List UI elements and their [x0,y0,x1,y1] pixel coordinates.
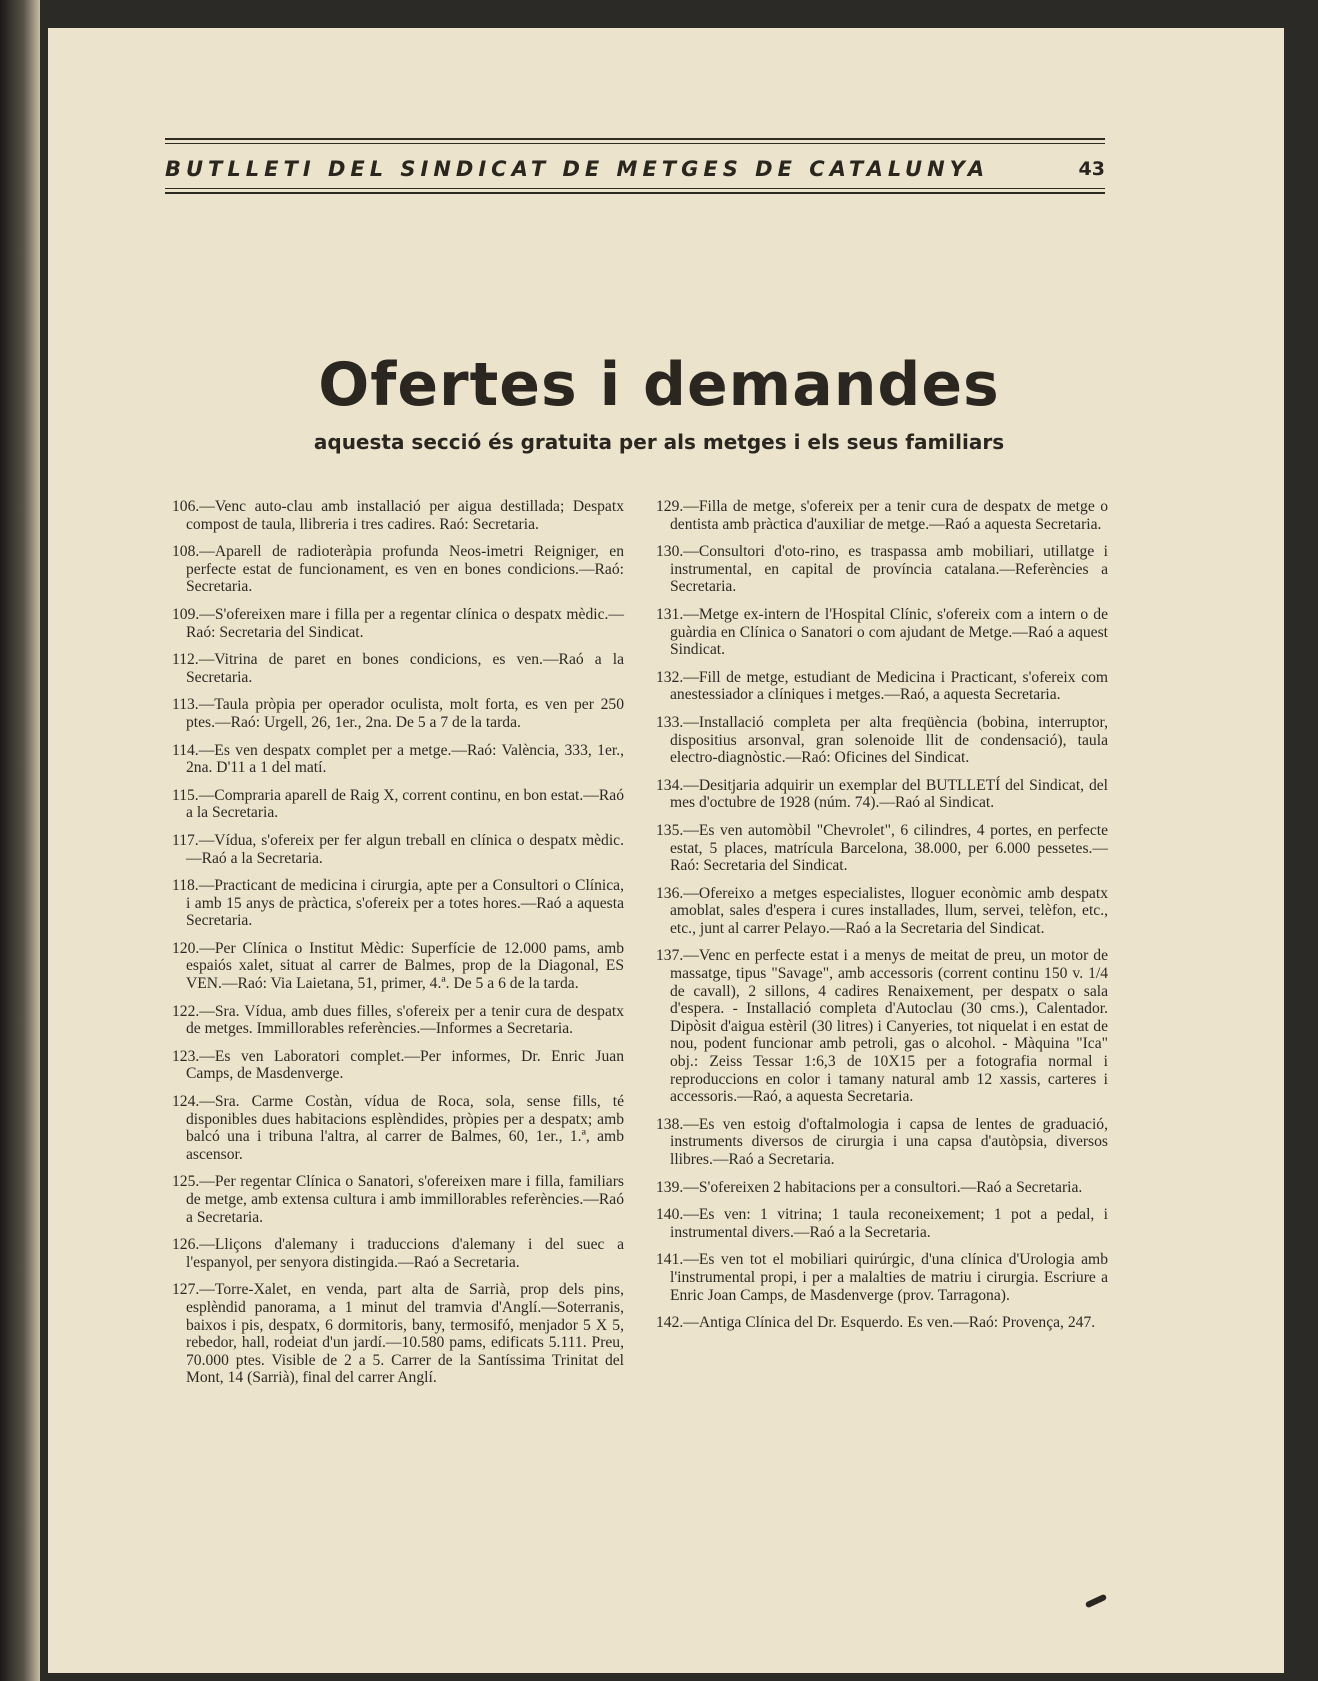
section-title: Ofertes i demandes [318,350,1000,420]
list-item: 126.—Lliçons d'alemany i traduccions d'alemany i del suec a l'espanyol, per senyora distingida.—Raó a Secretaria. [172,1236,624,1271]
list-item: 124.—Sra. Carme Costàn, vídua de Roca, sola, sense fills, té disponibles dues habitacions esplèndides, pròpies per a despatx; amb balcó una i tribuna l'altra, al carrer de Balmes, 60, 1er., 1.ª, amb ascensor. [172,1093,624,1163]
list-item: 142.—Antiga Clínica del Dr. Esquerdo. Es ven.—Raó: Provença, 247. [656,1314,1096,1332]
list-item: 125.—Per regentar Clínica o Sanatori, s'ofereixen mare i filla, familiars de metge, amb extensa cultura i amb immillorables referències.—Raó a Secretaria. [172,1173,624,1226]
list-item: 140.—Es ven: 1 vitrina; 1 taula reconeixement; 1 pot a pedal, i instrumental divers.—Raó a la Secretaria. [656,1206,1108,1241]
list-item: 141.—Es ven tot el mobiliari quirúrgic, d'una clínica d'Urologia amb l'instrumental propi, i per a malalties de matriu i cirurgia. Escriure a Enric Joan Camps, de Masdenverge (prov. Tarragona). [656,1251,1108,1304]
list-item: 106.—Venc auto-clau amb installació per aigua destillada; Despatx compost de taula, llibreria i tres cadires. Raó: Secretaria. [172,498,624,533]
list-item: 115.—Compraria aparell de Raig X, corrent continu, en bon estat.—Raó a la Secretaria. [172,786,624,822]
section-subtitle: aquesta secció és gratuita per als metges i els seus familiars [313,430,1005,454]
list-item: 109.—S'ofereixen mare i filla per a regentar clínica o despatx mèdic.—Raó: Secretaria del Sindicat. [172,605,624,641]
running-header [165,152,1105,186]
list-item: 117.—Vídua, s'ofereix per fer algun treball en clínica o despatx mèdic.—Raó a la Secretaria. [172,831,624,867]
left-column [172,498,624,1397]
list-item: 131.—Metge ex-intern de l'Hospital Clínic, s'ofereix com a intern o de guàrdia en Clínica o Sanatori o com ajudant de Metge.—Raó a aquest Sindicat. [656,605,1108,659]
list-item: 132.—Fill de metge, estudiant de Medicina i Practicant, s'ofereix com anestessiador a clíniques i metges.—Raó, a aquesta Secretaria. [656,668,1108,704]
list-item: 134.—Desitjaria adquirir un exemplar del BUTLLETÍ del Sindicat, del mes d'octubre de 1928 (núm. 74).—Raó al Sindicat. [656,776,1108,812]
list-item: 122.—Sra. Vídua, amb dues filles, s'ofereix per a tenir cura de despatx de metges. Immillorables referències.—Informes a Secretaria. [172,1002,624,1038]
list-item: 133.—Installació completa per alta freqüència (bobina, interruptor, dispositius arsonval, gran solenoide llit de condensació), taula electro-diagnòstic.—Raó: Oficines del Sindicat. [656,713,1108,767]
list-item: 136.—Ofereixo a metges especialistes, lloguer econòmic amb despatx amoblat, sales d'espera i cures installades, llum, servei, telèfon, etc., etc., junt al carrer Pelayo.—Raó a la Secretaria del Sindicat. [656,884,1108,937]
right-column [656,498,1108,1342]
list-item: 108.—Aparell de radioteràpia profunda Neos-imetri Reigniger, en perfecte estat de funcionament, es ven en bones condicions.—Raó: Secretaria. [172,543,624,596]
list-item: 114.—Es ven despatx complet per a metge.—Raó: València, 333, 1er., 2na. D'11 a 1 del matí. [172,741,624,777]
list-item: 137.—Venc en perfecte estat i a menys de meitat de preu, un motor de massatge, tipus "Savage", amb accessoris (corrent continu 150 v. 1/4 de cavall), 2 sillons, 4 cadires Renaixement, per despatx o sala d'espera. - Installació completa d'Autoclau (30 cms.), Calentador. Dipòsit d'aigua estèril (30 litres) i Canyeries, tot niquelat i en estat de nou, podent funcionar amb petroli, gas o alcohol. - Màquina "Ica" obj.: Zeiss Tessar 1:6,3 de 10X15 per a fotografia normal i reproduccions en color i tamany natural amb 12 xassis, carteres i accessoris.—Raó, a aquesta Secretaria. [656,947,1108,1106]
journal-title: BUTLLETI DEL SINDICAT DE METGES DE CATALUNYA [165,157,990,181]
list-item: 118.—Practicant de medicina i cirurgia, apte per a Consultori o Clínica, i amb 15 anys de pràctica, s'ofereix per a totes hores.—Raó a aquesta Secretaria. [172,877,624,930]
header-top-rules [165,138,1105,147]
list-item: 138.—Es ven estoig d'oftalmologia i capsa de lentes de graduació, instruments diversos de cirurgia i una capsa d'autòpsia, diversos llibres.—Raó a Secretaria. [656,1115,1108,1168]
list-item: 123.—Es ven Laboratori complet.—Per informes, Dr. Enric Juan Camps, de Masdenverge. [172,1047,624,1083]
list-item: 120.—Per Clínica o Institut Mèdic: Superfície de 12.000 pams, amb espaiós xalet, situat al carrer de Balmes, prop de la Diagonal, ES VEN.—Raó: Via Laietana, 51, primer, 4.ª. De 5 a 6 de la tarda. [172,939,624,993]
page-number: 43 [1078,158,1105,180]
header-bottom-rules [165,188,1105,197]
list-item: 130.—Consultori d'oto-rino, es traspassa amb mobiliari, utillatge i instrumental, en capital de província catalana.—Referències a Secretaria. [656,543,1108,596]
list-item: 129.—Filla de metge, s'ofereix per a tenir cura de despatx de metge o dentista amb pràctica d'auxiliar de metge.—Raó a aquesta Secretaria. [656,498,1108,533]
list-item: 139.—S'ofereixen 2 habitacions per a consultori.—Raó a Secretaria. [656,1178,1083,1196]
list-item: 112.—Vitrina de paret en bones condicions, es ven.—Raó a la Secretaria. [172,651,624,686]
list-item: 135.—Es ven automòbil "Chevrolet", 6 cilindres, 4 portes, en perfecte estat, 5 places, matrícula Barcelona, 38.000, per 6.000 pessetes.—Raó: Secretaria del Sindicat. [656,821,1108,875]
list-item: 127.—Torre-Xalet, en venda, part alta de Sarrià, prop dels pins, esplèndid panorama, a 1 minut del tramvia d'Anglí.—Soterranis, baixos i pis, despatx, 6 dormitoris, bany, termosifó, menjador 5 X 5, rebedor, hall, rodeiat d'un jardí.—10.580 pams, edificats 5.111. Preu, 70.000 ptes. Visible de 2 a 5. Carrer de la Santíssima Trinitat del Mont, 14 (Sarrià), final del carrer Anglí. [172,1281,624,1387]
list-item: 113.—Taula pròpia per operador oculista, molt forta, es ven per 250 ptes.—Raó: Urgell, 26, 1er., 2na. De 5 a 7 de la tarda. [172,696,624,731]
book-binding-edge [0,0,40,1681]
